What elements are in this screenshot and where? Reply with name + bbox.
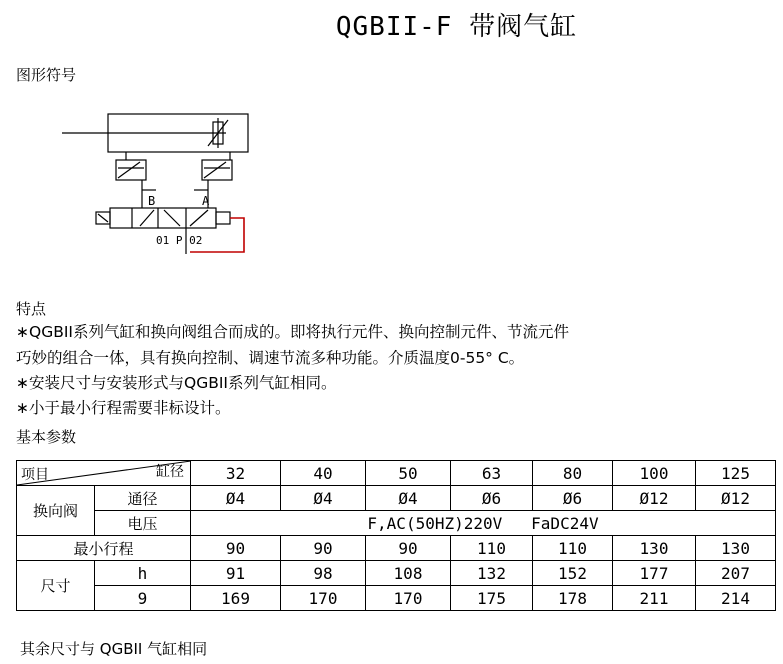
parameter-table (16, 460, 776, 611)
min-stroke-cell: 110 (533, 536, 613, 561)
min-stroke-label: 最小行程 (17, 536, 191, 561)
g-cell: 170 (281, 586, 366, 611)
g-cell: 211 (613, 586, 696, 611)
corner-right-label: 缸径 (156, 464, 184, 480)
feature-line: ∗QGBII系列气缸和换向阀组合而成的。即将执行元件、换向控制元件、节流元件 (16, 323, 569, 341)
port-cell: Ø12 (696, 486, 776, 511)
dimension-group-label: 尺寸 (17, 561, 95, 611)
header-corner-cell (17, 461, 191, 486)
features-heading: 特点 (16, 300, 47, 318)
min-stroke-cell: 90 (191, 536, 281, 561)
bore-cell: 63 (451, 461, 533, 486)
port-a-label: A (202, 194, 210, 208)
bore-cell: 40 (281, 461, 366, 486)
min-stroke-cell: 130 (613, 536, 696, 561)
table-row (17, 536, 776, 561)
port-cell: Ø12 (613, 486, 696, 511)
table-row (17, 586, 776, 611)
feature-line: ∗小于最小行程需要非标设计。 (16, 399, 231, 417)
bore-cell: 100 (613, 461, 696, 486)
bottom-ports-label: 01 P 02 (156, 234, 203, 247)
min-stroke-cell: 130 (696, 536, 776, 561)
symbol-heading: 图形符号 (16, 66, 77, 84)
h-cell: 98 (281, 561, 366, 586)
min-stroke-cell: 90 (281, 536, 366, 561)
h-cell: 132 (451, 561, 533, 586)
port-b-label: B (148, 194, 156, 208)
port-cell: Ø4 (366, 486, 451, 511)
corner-left-label: 项目 (21, 467, 49, 483)
page-title: QGBII-F 带阀气缸 (335, 12, 578, 42)
g-cell: 175 (451, 586, 533, 611)
min-stroke-cell: 90 (366, 536, 451, 561)
h-cell: 152 (533, 561, 613, 586)
g-cell: 169 (191, 586, 281, 611)
voltage-label: 电压 (95, 511, 191, 536)
min-stroke-cell: 110 (451, 536, 533, 561)
voltage-cell: F,AC(50HZ)220V FaDC24V (191, 511, 776, 536)
table-row (17, 461, 776, 486)
port-cell: Ø4 (281, 486, 366, 511)
port-cell: Ø6 (533, 486, 613, 511)
g-cell: 170 (366, 586, 451, 611)
port-cell: Ø6 (451, 486, 533, 511)
table-row (17, 486, 776, 511)
table-row (17, 511, 776, 536)
pneumatic-symbol-diagram (60, 104, 260, 264)
h-cell: 207 (696, 561, 776, 586)
bore-cell: 50 (366, 461, 451, 486)
h-cell: 108 (366, 561, 451, 586)
footnote: 其余尺寸与 QGBII 气缸相同 (20, 640, 208, 658)
g-cell: 214 (696, 586, 776, 611)
bore-cell: 125 (696, 461, 776, 486)
h-cell: 91 (191, 561, 281, 586)
bore-cell: 32 (191, 461, 281, 486)
valve-group-label: 换向阀 (17, 486, 95, 536)
bore-cell: 80 (533, 461, 613, 486)
h-label: h (95, 561, 191, 586)
params-heading: 基本参数 (16, 428, 77, 446)
feature-line: ∗安装尺寸与安装形式与QGBII系列气缸相同。 (16, 374, 337, 392)
table-row (17, 561, 776, 586)
g-cell: 178 (533, 586, 613, 611)
g-label: 9 (95, 586, 191, 611)
feature-line: 巧妙的组合一体，具有换向控制、调速节流多种功能。介质温度0-55° C。 (16, 349, 525, 367)
port-label: 通径 (95, 486, 191, 511)
port-cell: Ø4 (191, 486, 281, 511)
h-cell: 177 (613, 561, 696, 586)
